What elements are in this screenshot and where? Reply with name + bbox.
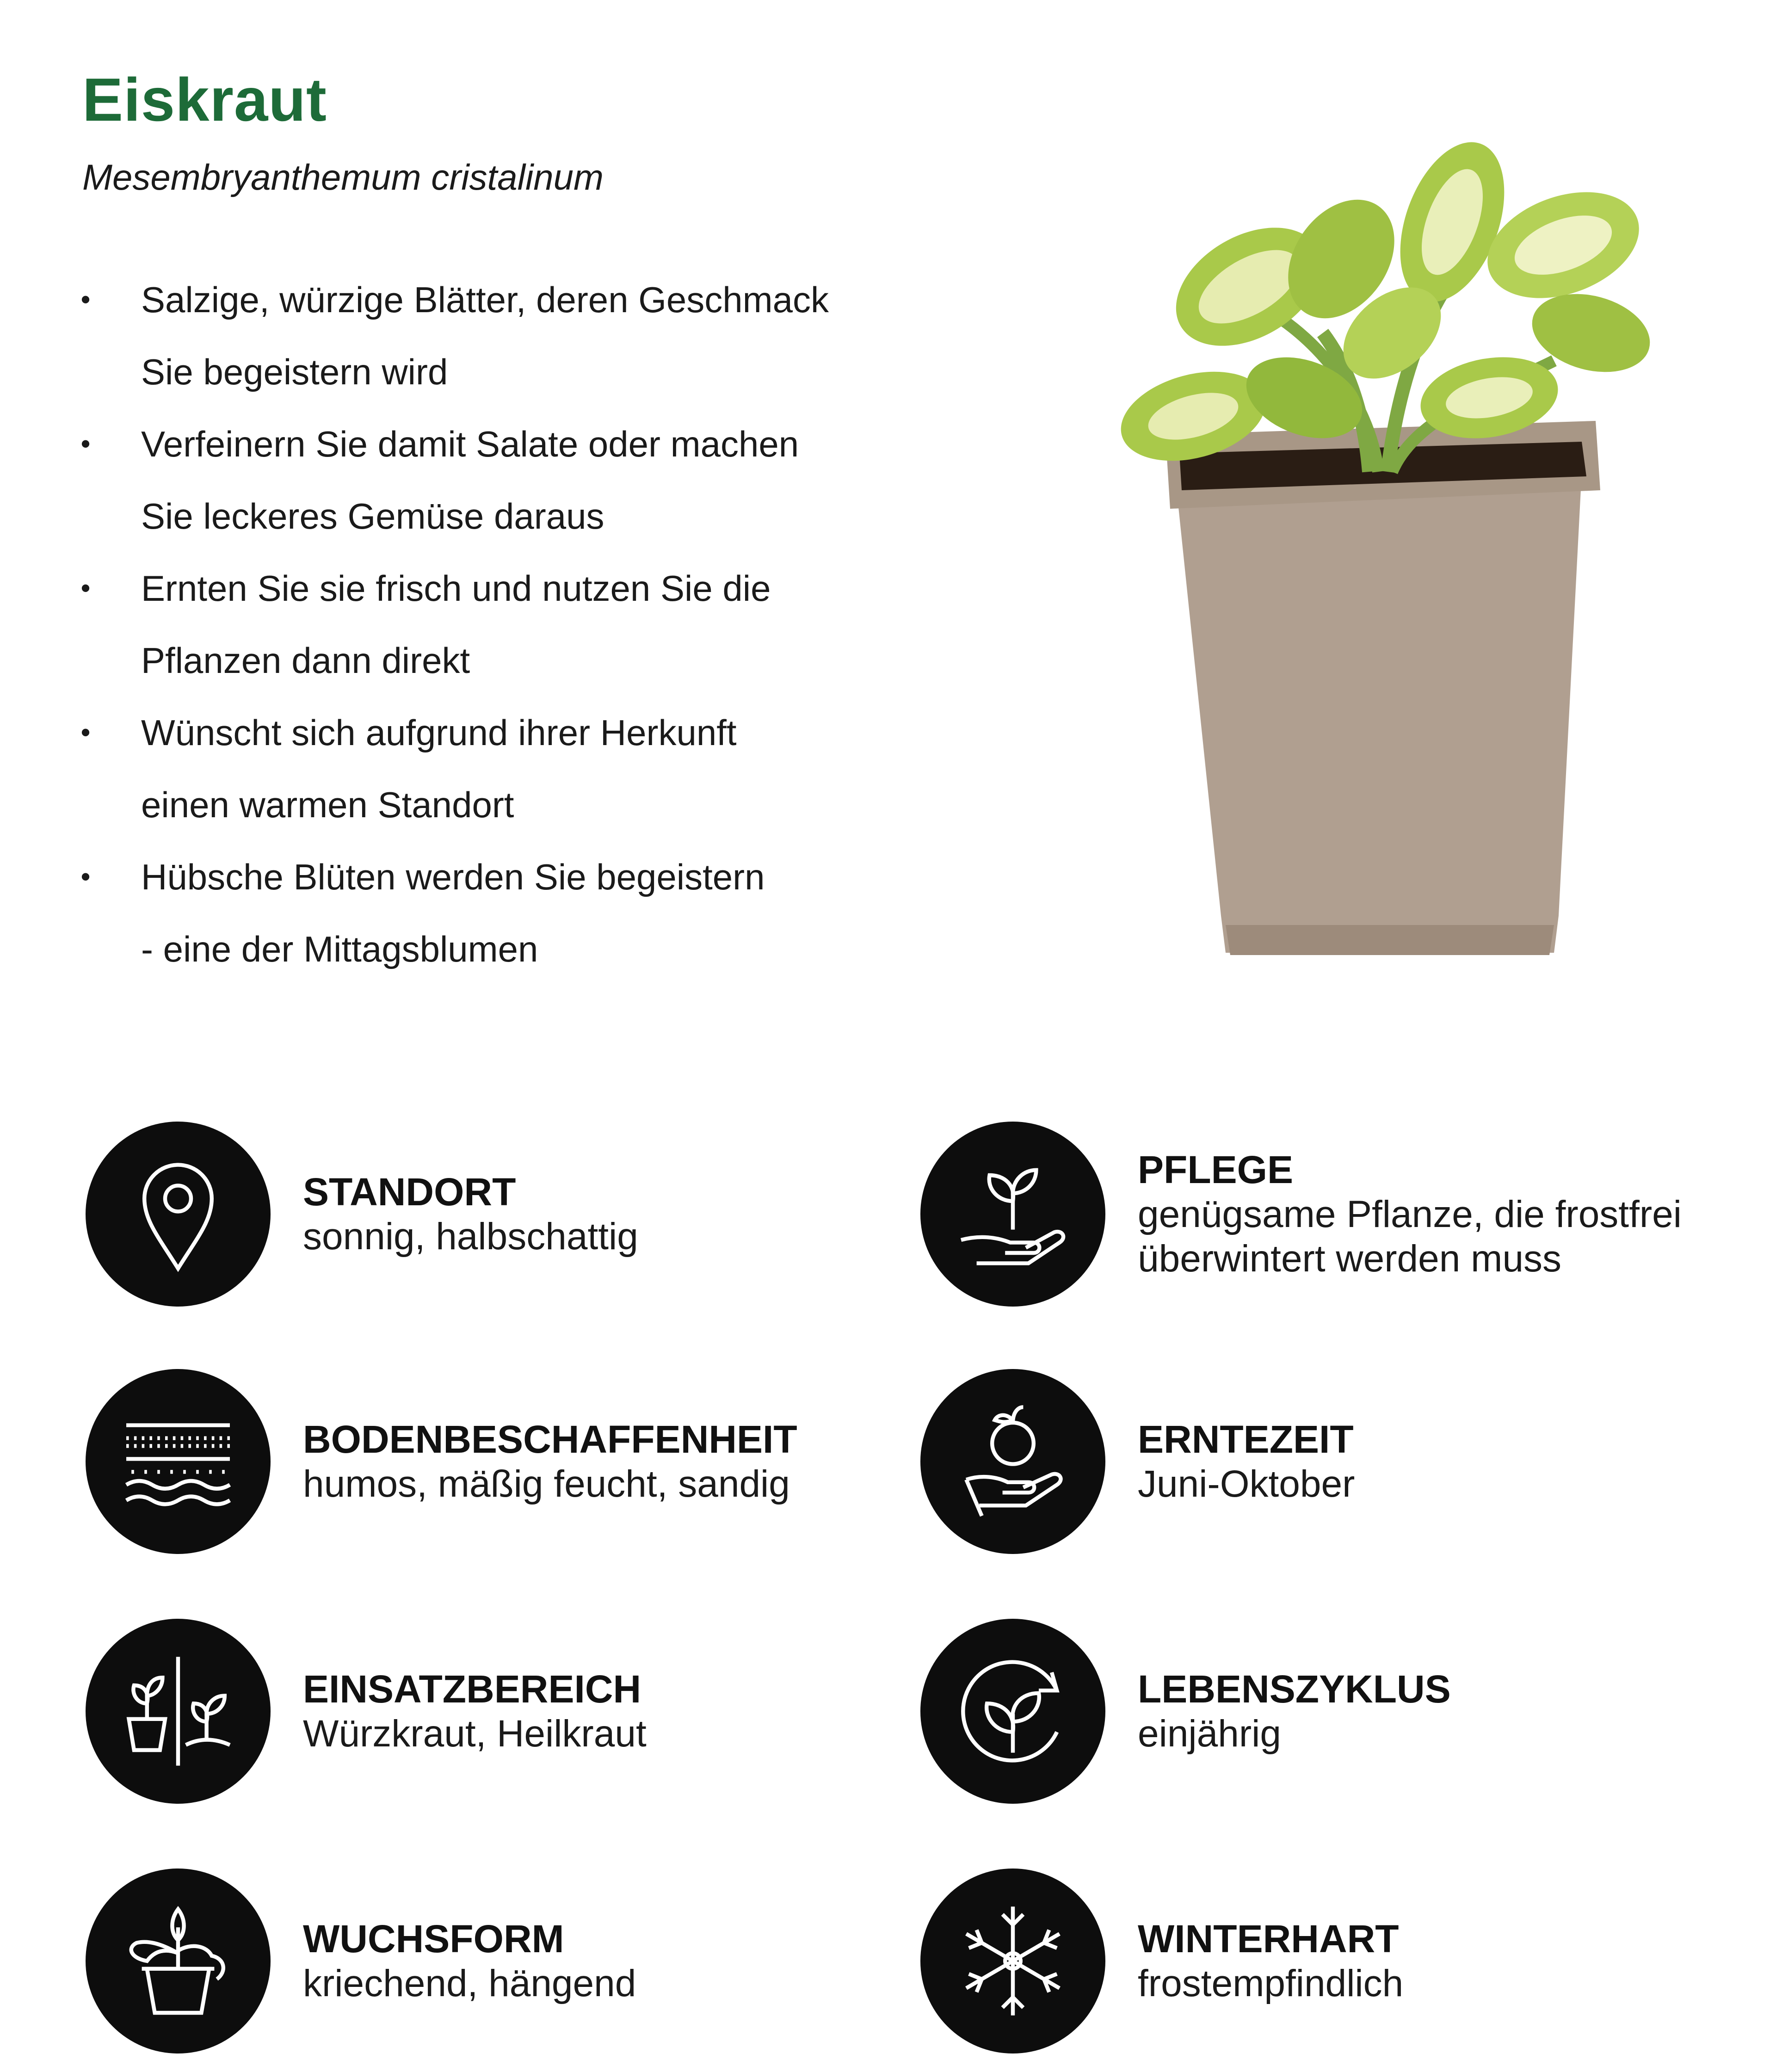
feature-label: BODENBESCHAFFENHEIT bbox=[303, 1418, 797, 1461]
feature-bodenbeschaffenheit bbox=[86, 1369, 797, 1554]
feature-label: PFLEGE bbox=[1138, 1148, 1294, 1191]
feature-value: Würzkraut, Heilkraut bbox=[303, 1713, 647, 1755]
potted-plant-illustration bbox=[1092, 139, 1684, 971]
bullet-dot: • bbox=[80, 428, 91, 459]
feature-value: einjährig bbox=[1138, 1713, 1281, 1755]
bullet-dot: • bbox=[80, 284, 91, 315]
feature-standort bbox=[86, 1122, 638, 1307]
feature-einsatzbereich bbox=[86, 1619, 647, 1804]
pot-and-ground-icon bbox=[86, 1619, 271, 1804]
feature-erntezeit bbox=[920, 1369, 1355, 1554]
feature-value: kriechend, hängend bbox=[303, 1962, 636, 2004]
feature-value: humos, mäßig feucht, sandig bbox=[303, 1463, 790, 1505]
bullet-dot: • bbox=[80, 717, 91, 748]
bullet-item: • Ernten Sie sie frisch und nutzen Sie die Pflanzen dann direkt bbox=[76, 552, 955, 697]
feature-bullet-list bbox=[76, 264, 955, 985]
bullet-item: • Wünscht sich aufgrund ihrer Herkunft einen warmen Standort bbox=[76, 697, 955, 841]
bullet-dot: • bbox=[80, 573, 91, 604]
feature-label: WUCHSFORM bbox=[303, 1917, 564, 1961]
feature-value: Juni-Oktober bbox=[1138, 1463, 1355, 1505]
fruit-hand-icon bbox=[920, 1369, 1105, 1554]
seedling-hand-icon bbox=[920, 1122, 1105, 1307]
feature-label: ERNTEZEIT bbox=[1138, 1418, 1354, 1461]
feature-wuchsform bbox=[86, 1868, 636, 2054]
bullet-item: • Hübsche Blüten werden Sie begeistern - eine der Mittagsblumen bbox=[76, 841, 955, 985]
feature-lebenszyklus bbox=[920, 1619, 1451, 1804]
feature-value: sonnig, halbschattig bbox=[303, 1215, 638, 1258]
botanical-name: Mesembryanthemum cristalinum bbox=[82, 157, 604, 197]
location-pin-icon bbox=[86, 1122, 271, 1307]
feature-pflege bbox=[920, 1122, 1682, 1307]
feature-label: STANDORT bbox=[303, 1170, 516, 1214]
plant-cycle-icon bbox=[920, 1619, 1105, 1804]
hanging-pot-icon bbox=[86, 1868, 271, 2054]
feature-label: LEBENSZYKLUS bbox=[1138, 1667, 1451, 1711]
feature-winterhart bbox=[920, 1868, 1403, 2054]
bullet-item: • Salzige, würzige Blätter, deren Geschmack Sie begeistern wird bbox=[76, 264, 955, 408]
bullet-item: • Verfeinern Sie damit Salate oder machen Sie leckeres Gemüse daraus bbox=[76, 408, 955, 552]
product-title: Eiskraut bbox=[82, 66, 327, 134]
soil-layers-icon bbox=[86, 1369, 271, 1554]
feature-value: frostempfindlich bbox=[1138, 1962, 1404, 2004]
feature-label: EINSATZBEREICH bbox=[303, 1667, 641, 1711]
feature-label: WINTERHART bbox=[1138, 1917, 1399, 1961]
snowflake-icon bbox=[920, 1868, 1105, 2054]
bullet-dot: • bbox=[80, 861, 91, 892]
feature-value: genügsame Pflanze, die frostfrei überwintert werden muss bbox=[1138, 1193, 1682, 1280]
product-image bbox=[1092, 139, 1684, 971]
